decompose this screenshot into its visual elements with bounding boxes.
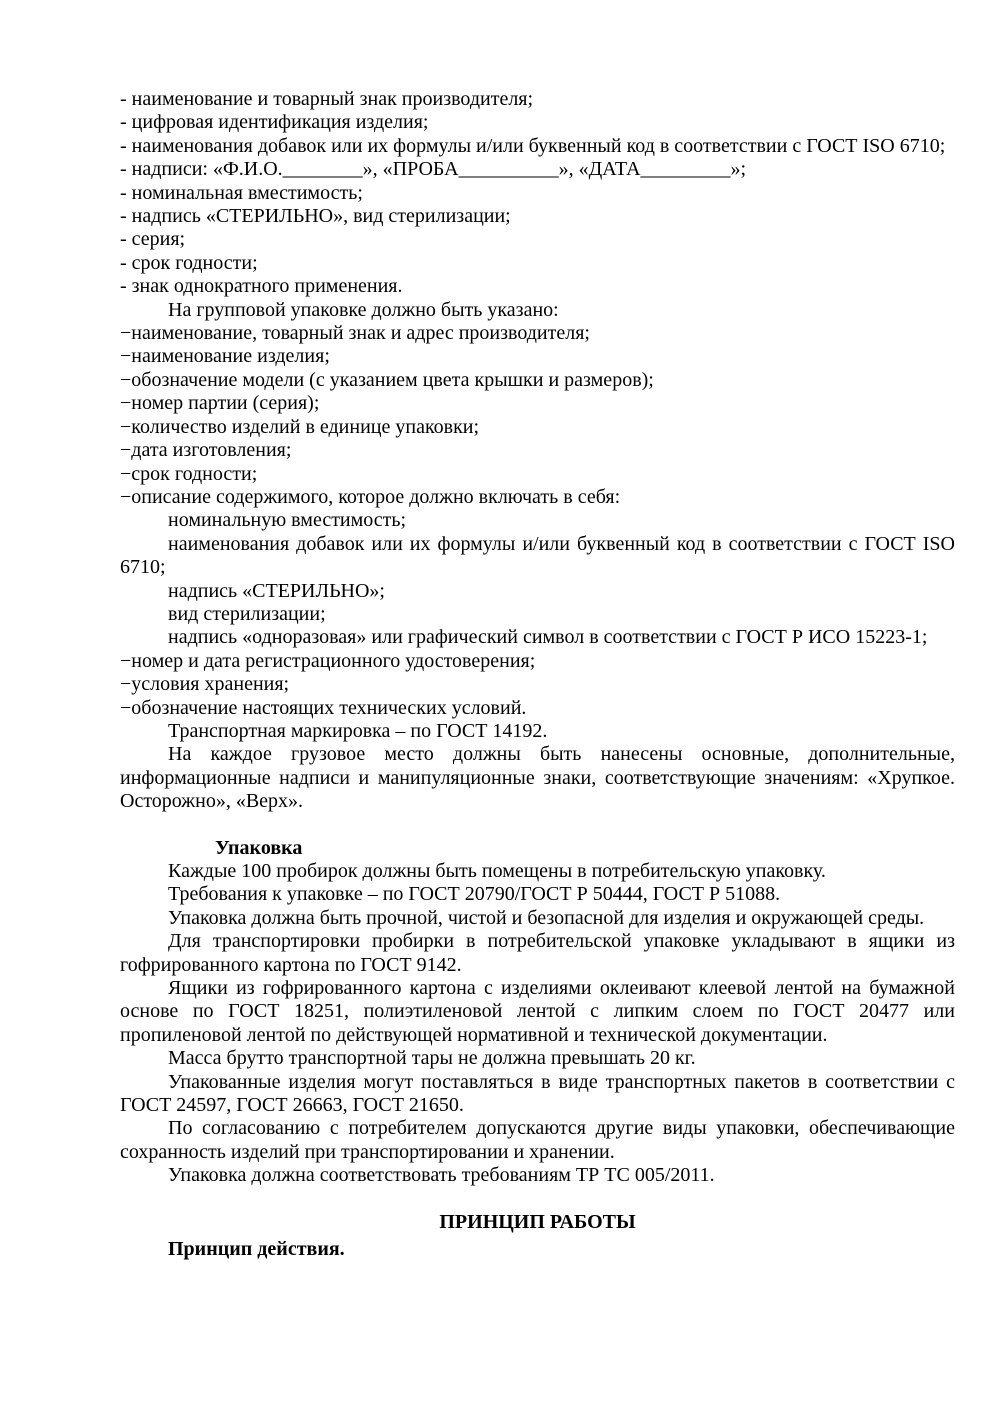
paragraph: Упаковка должна быть прочной, чистой и безопасной для изделия и окружающей среды. — [168, 906, 925, 929]
list-item: - номинальная вместимость; — [120, 181, 363, 204]
sub-list-item: вид стерилизации; — [168, 602, 326, 625]
list-item: −условия хранения; — [120, 673, 290, 696]
sub-list-item: надпись «СТЕРИЛЬНО»; — [168, 579, 385, 602]
list-item: −номер партии (серия); — [120, 392, 320, 415]
paragraph: Упакованные изделия могут поставляться в виде транспортных пакетов в соответствии с ГОСТ 24597, ГОСТ 26663, ГОСТ 21650. — [120, 1070, 955, 1117]
paragraph: Транспортная маркировка – по ГОСТ 14192. — [168, 719, 548, 742]
list-item: - знак однократного применения. — [120, 275, 403, 298]
paragraph: Масса брутто транспортной тары не должна превышать 20 кг. — [168, 1047, 696, 1070]
list-item: −дата изготовления; — [120, 439, 292, 462]
paragraph: Ящики из гофрированного картона с изделиями оклеивают клеевой лентой на бумажной основе по ГОСТ 18251, полиэтиленовой лентой с липким слоем по ГОСТ 20477 или пропиленовой лентой по действующей нормативной и технической документации. — [120, 977, 955, 1046]
paragraph-lead: Принцип действия. — [168, 1238, 345, 1261]
sub-list-item: наименования добавок или их формулы и/или буквенный код в соответствии с ГОСТ ISO 6710; — [120, 532, 955, 579]
paragraph: На каждое грузовое место должны быть нанесены основные, дополнительные, информационные надписи и манипуляционные знаки, соответствующие значениям: «Хрупкое. Осторожно», «Верх». — [120, 743, 955, 813]
sub-list-item: надпись «одноразовая» или графический символ в соответствии с ГОСТ Р ИСО 15223-1; — [168, 626, 928, 649]
list-item: −номер и дата регистрационного удостоверения; — [120, 649, 536, 672]
sub-list-item: номинальную вместимость; — [168, 509, 407, 532]
paragraph: Требования к упаковке – по ГОСТ 20790/ГОСТ Р 50444, ГОСТ Р 51088. — [168, 883, 781, 906]
list-item: −наименование изделия; — [120, 345, 330, 368]
list-item: −обозначение модели (с указанием цвета крышки и размеров); — [120, 368, 654, 391]
list-item: −срок годности; — [120, 462, 258, 485]
list-item: - надпись «СТЕРИЛЬНО», вид стерилизации; — [120, 205, 511, 228]
list-item: - цифровая идентификация изделия; — [120, 111, 429, 134]
paragraph: По согласованию с потребителем допускаются другие виды упаковки, обеспечивающие сохранность изделий при транспортировании и хранении. — [120, 1117, 955, 1163]
list-item: - наименования добавок или их формулы и/или буквенный код в соответствии с ГОСТ ISO 6710; — [120, 134, 946, 157]
paragraph: Для транспортировки пробирки в потребительской упаковке укладывают в ящики из гофрированного картона по ГОСТ 9142. — [120, 930, 955, 976]
list-item: −количество изделий в единице упаковки; — [120, 415, 480, 438]
list-item: - срок годности; — [120, 251, 258, 274]
paragraph: Упаковка должна соответствовать требованиям ТР ТС 005/2011. — [168, 1164, 715, 1187]
section-heading-upakovka: Упаковка — [215, 836, 303, 859]
list-item: −обозначение настоящих технических условий. — [120, 696, 527, 719]
paragraph: На групповой упаковке должно быть указано: — [168, 298, 559, 321]
list-item: −описание содержимого, которое должно включать в себя: — [120, 485, 621, 508]
paragraph: Каждые 100 пробирок должны быть помещены в потребительскую упаковку. — [168, 860, 826, 882]
list-item: - наименование и товарный знак производителя; — [120, 88, 534, 110]
section-heading-princip-raboty: ПРИНЦИП РАБОТЫ — [439, 1210, 636, 1233]
list-item: −наименование, товарный знак и адрес производителя; — [120, 322, 590, 345]
document-body — [120, 88, 955, 1262]
list-item: - серия; — [120, 228, 186, 251]
list-item: - надписи: «Ф.И.О.________», «ПРОБА__________», «ДАТА_________»; — [120, 158, 747, 181]
